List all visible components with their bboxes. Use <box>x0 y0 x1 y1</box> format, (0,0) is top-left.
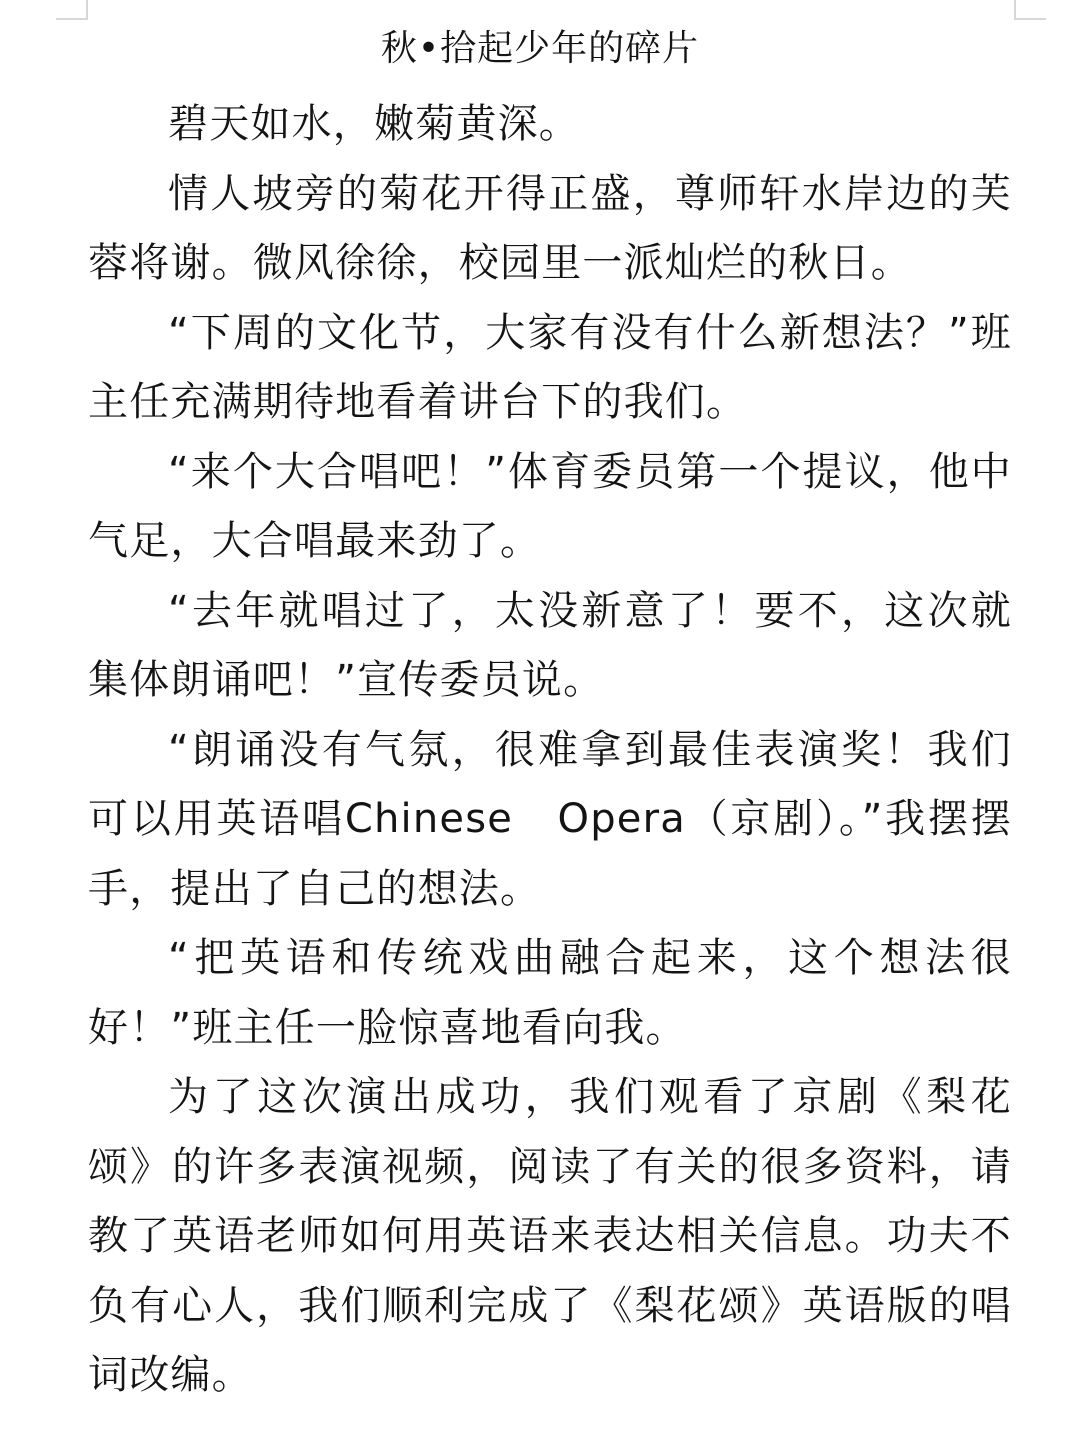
paragraph-1: 碧天如水，嫩菊黄深。 <box>168 101 580 147</box>
paragraph-7: “把英语和传统戏曲融合起来，这个想法很好！”班主任一脸惊喜地看向我。 <box>88 935 1012 1051</box>
paragraph-3: “下周的文化节，大家有没有什么新想法？”班主任充满期待地看着讲台下的我们。 <box>88 309 1012 425</box>
page-corner-mark-left <box>56 0 88 20</box>
paragraph-6: “朗诵没有气氛，很难拿到最佳表演奖！我们可以用英语唱Chinese Opera（京剧）。”我摆摆手，提出了自己的想法。 <box>88 726 1012 912</box>
paragraph-5: “去年就唱过了，太没新意了！要不，这次就集体朗诵吧！”宣传委员说。 <box>88 587 1012 703</box>
paragraph-8: 为了这次演出成功，我们观看了京剧《梨花颂》的许多表演视频，阅读了有关的很多资料，请教了英语老师如何用英语来表达相关信息。功夫不负有心人，我们顺利完成了《梨花颂》英语版的唱词改编。 <box>88 1074 1012 1398</box>
paragraph-2: 情人坡旁的菊花开得正盛，尊师轩水岸边的芙蓉将谢。微风徐徐，校园里一派灿烂的秋日。 <box>88 170 1012 286</box>
document-title: 秋•拾起少年的碎片 <box>380 28 700 69</box>
paragraph-4: “来个大合唱吧！”体育委员第一个提议，他中气足，大合唱最来劲了。 <box>88 448 1012 564</box>
page-corner-mark-right <box>1014 0 1046 20</box>
document-body <box>88 90 1012 1411</box>
